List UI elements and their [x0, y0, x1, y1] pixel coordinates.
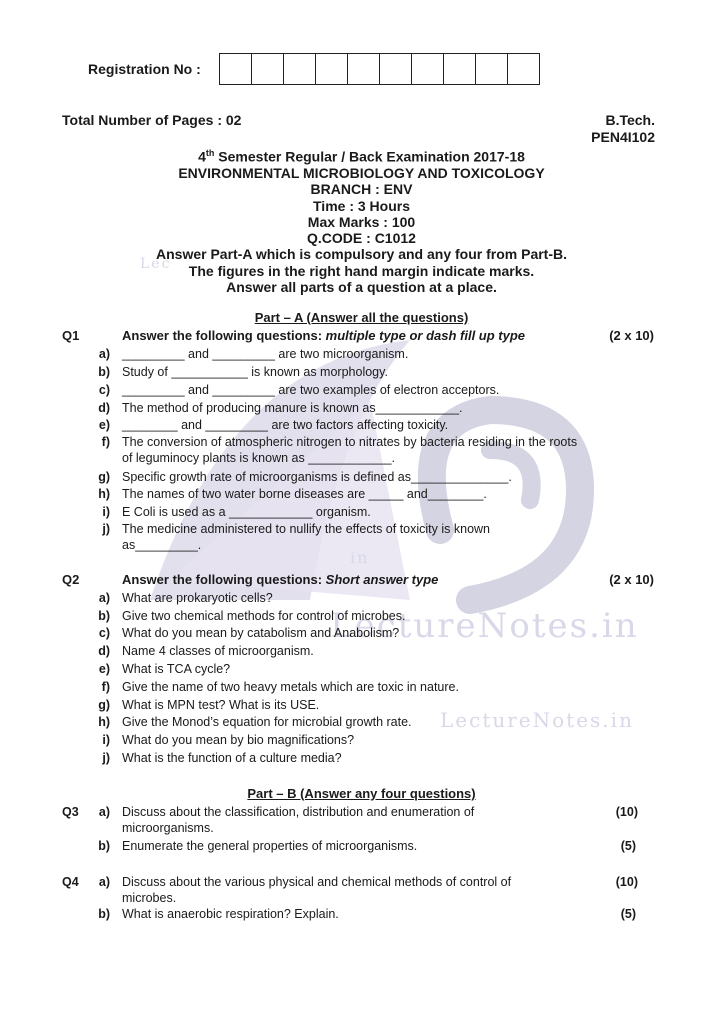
- item-letter: j): [102, 522, 110, 536]
- item-letter: e): [98, 662, 110, 676]
- instruction: The figures in the right hand margin indicate marks.: [188, 262, 535, 279]
- instruction: Answer all parts of a question at a place.: [226, 279, 497, 296]
- registration-box: [315, 53, 348, 85]
- branch: BRANCH : ENV: [310, 181, 413, 198]
- item-letter: b): [98, 609, 110, 623]
- item-text: ________ and _________ are two factors affecting toxicity.: [122, 418, 449, 432]
- item-letter: a): [98, 875, 110, 889]
- item-text: The conversion of atmospheric nitrogen to nitrates by bacteria residing in the roots of leguminocy plants is known as ____________.: [122, 435, 578, 465]
- item-text: E Coli is used as a ____________ organism.: [122, 505, 371, 519]
- total-pages: Total Number of Pages : 02: [62, 112, 242, 128]
- item-text: What is anaerobic respiration? Explain.: [122, 907, 339, 921]
- max-marks: Max Marks : 100: [307, 213, 416, 230]
- question-number: Q1: [62, 328, 80, 343]
- item-marks: (10): [615, 805, 638, 819]
- item-letter: c): [98, 626, 110, 640]
- item-text: Give two chemical methods for control of microbes.: [122, 609, 406, 623]
- semester-rest: Semester Regular / Back Examination 2017-18: [214, 148, 525, 165]
- item-text: What is TCA cycle?: [122, 662, 231, 676]
- question-title-plain: Answer the following questions:: [122, 572, 326, 587]
- question-title: [122, 572, 438, 587]
- item-letter: b): [98, 907, 110, 921]
- exam-header: [0, 145, 723, 295]
- item-letter: a): [98, 347, 110, 361]
- item-letter: i): [102, 505, 110, 519]
- registration-box: [283, 53, 316, 85]
- item-marks: (5): [620, 839, 636, 853]
- registration-boxes: [220, 53, 540, 85]
- item-text: _________ and _________ are two examples of electron acceptors.: [122, 383, 500, 397]
- item-letter: h): [98, 715, 110, 729]
- part-b-heading: Part – B (Answer any four questions): [247, 786, 476, 801]
- qcode: Q.CODE : C1012: [307, 230, 416, 247]
- item-text: What do you mean by bio magnifications?: [122, 733, 355, 747]
- item-letter: h): [98, 487, 110, 501]
- item-letter: b): [98, 365, 110, 379]
- instruction: Answer Part-A which is compulsory and any four from Part-B.: [156, 246, 567, 263]
- semester-num: 4: [198, 148, 206, 165]
- registration-box: [443, 53, 476, 85]
- item-text: _________ and _________ are two microorganism.: [122, 347, 409, 361]
- item-letter: g): [98, 698, 110, 712]
- item-text: Give the Monod’s equation for microbial growth rate.: [122, 715, 412, 729]
- item-text: Give the name of two heavy metals which are toxic in nature.: [122, 680, 459, 694]
- question-number: Q2: [62, 572, 80, 587]
- registration-box: [219, 53, 252, 85]
- item-text: Study of ___________ is known as morphology.: [122, 365, 388, 379]
- item-text: What is the function of a culture media?: [122, 751, 342, 765]
- item-letter: f): [101, 680, 110, 694]
- part-a-heading: Part – A (Answer all the questions): [254, 310, 469, 325]
- item-letter: g): [98, 470, 110, 484]
- item-text: Name 4 classes of microorganism.: [122, 644, 314, 658]
- item-letter: i): [102, 733, 110, 747]
- semester-sup: th: [205, 148, 215, 158]
- item-text: Discuss about the classification, distribution and enumeration of microorganisms.: [122, 805, 475, 835]
- item-text: What are prokaryotic cells?: [122, 591, 273, 605]
- item-letter: f): [101, 435, 110, 449]
- question-title-plain: Answer the following questions:: [122, 328, 326, 343]
- item-letter: j): [102, 751, 110, 765]
- item-text: What do you mean by catabolism and Anabolism?: [122, 626, 400, 640]
- subject: ENVIRONMENTAL MICROBIOLOGY AND TOXICOLOGY: [178, 164, 545, 181]
- watermark-text: LectureNotes.in: [330, 606, 639, 646]
- registration-box: [411, 53, 444, 85]
- item-letter: e): [98, 418, 110, 432]
- question-title: [122, 328, 525, 343]
- item-text: The method of producing manure is known as____________.: [122, 401, 463, 415]
- item-text: Discuss about the various physical and chemical methods of control of microbes.: [122, 875, 512, 905]
- item-letter: d): [98, 401, 110, 415]
- watermark-text: LectureNotes.in: [440, 708, 634, 732]
- item-text: The names of two water borne diseases are _____ and________.: [122, 487, 487, 501]
- item-text: What is MPN test? What is its USE.: [122, 698, 320, 712]
- registration-box: [507, 53, 540, 85]
- item-text: Enumerate the general properties of microorganisms.: [122, 839, 418, 853]
- registration-box: [379, 53, 412, 85]
- question-number: Q4: [62, 875, 79, 889]
- watermark-text: Lec: [140, 256, 172, 272]
- item-text: Specific growth rate of microorganisms is defined as______________.: [122, 470, 512, 484]
- paper-code: PEN4I102: [591, 129, 655, 145]
- degree-code: [591, 112, 655, 146]
- time: Time : 3 Hours: [313, 197, 410, 214]
- question-number: Q3: [62, 805, 79, 819]
- question-title-italic: multiple type or dash fill up type: [325, 328, 526, 343]
- item-letter: a): [98, 805, 110, 819]
- semester-line: [0, 145, 723, 165]
- question-title-italic: Short answer type: [325, 572, 439, 587]
- item-marks: (5): [620, 907, 636, 921]
- item-letter: a): [98, 591, 110, 605]
- question-marks: (2 x 10): [609, 328, 654, 343]
- watermark-text: in: [350, 548, 370, 567]
- question-marks: (2 x 10): [609, 572, 654, 587]
- item-marks: (10): [615, 875, 638, 889]
- registration-box: [475, 53, 508, 85]
- registration-label: Registration No :: [88, 61, 201, 77]
- registration-box: [347, 53, 380, 85]
- registration-box: [251, 53, 284, 85]
- item-letter: d): [98, 644, 110, 658]
- degree: B.Tech.: [605, 112, 655, 128]
- item-letter: c): [98, 383, 110, 397]
- item-letter: b): [98, 839, 110, 853]
- item-text: The medicine administered to nullify the effects of toxicity is known as_________.: [122, 522, 490, 552]
